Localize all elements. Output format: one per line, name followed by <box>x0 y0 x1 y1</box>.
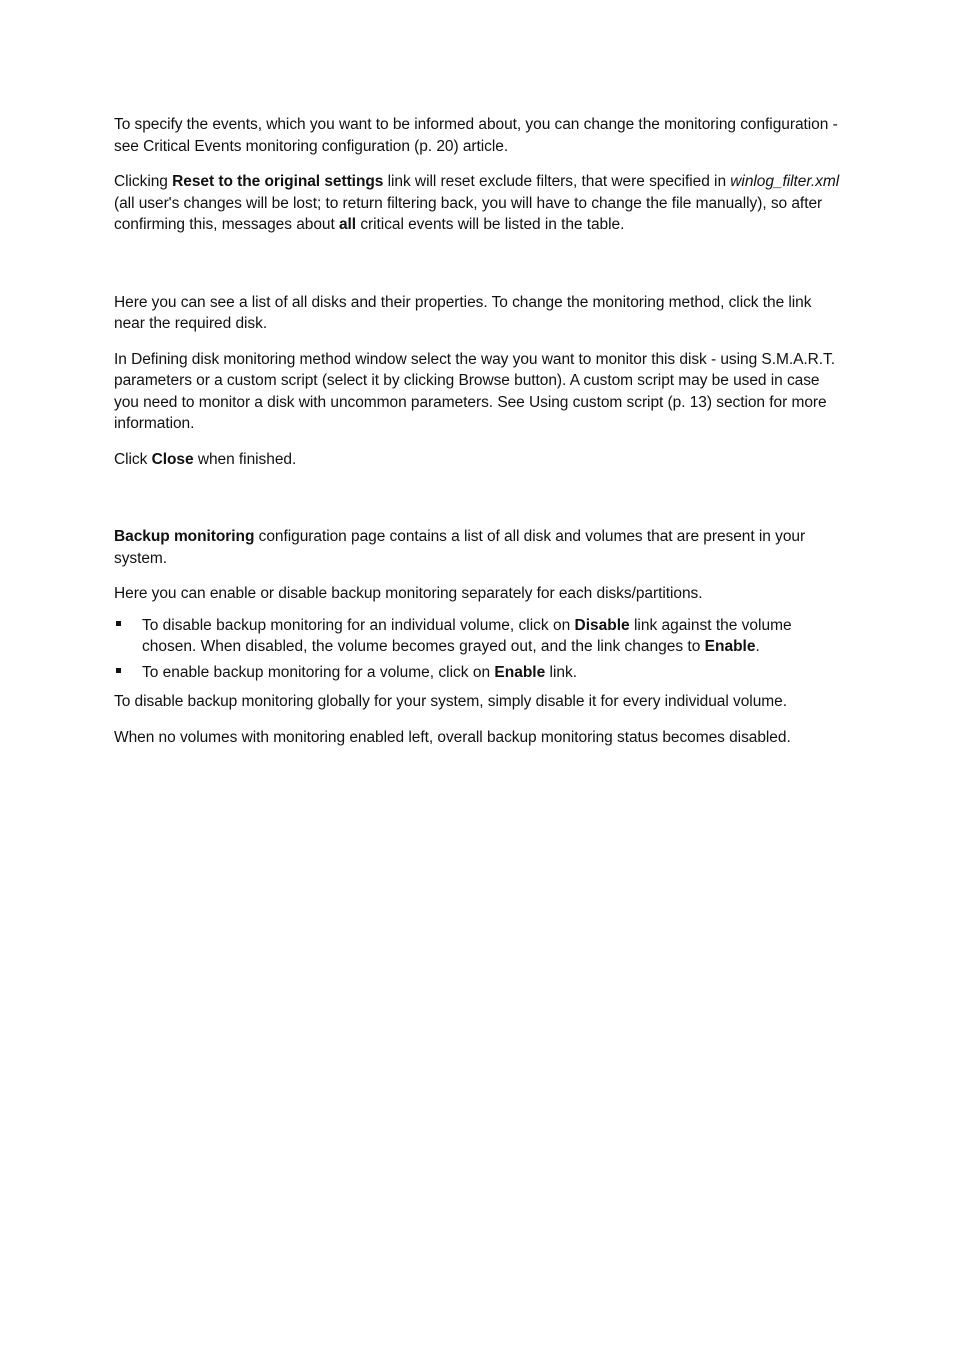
text-run: . <box>755 638 760 655</box>
bold-enable: Enable <box>704 638 756 655</box>
paragraph-reset-settings <box>114 171 840 236</box>
bold-all: all <box>338 216 357 233</box>
text-run: To enable backup monitoring for a volume, click on <box>142 663 495 681</box>
paragraph-backup-monitoring-intro <box>114 526 840 569</box>
square-bullet-icon <box>116 668 121 673</box>
text-run: link will reset exclude filters, that were specified in <box>383 173 731 190</box>
text-run: Click <box>114 450 152 468</box>
paragraph-disable-globally: To disable backup monitoring globally for your system, simply disable it for every individual volume. <box>114 693 787 710</box>
bold-backup-monitoring: Backup monitoring <box>114 528 255 545</box>
list-item-disable <box>114 615 840 658</box>
text-run: (all user's changes will be lost; to return filtering back, you will have to change the file manually), so after confirming this, messages about <box>114 194 823 233</box>
text-run: To disable backup monitoring for an individual volume, click on <box>142 616 575 634</box>
bold-disable: Disable <box>574 616 630 634</box>
bold-reset-to-original-settings: Reset to the original settings <box>172 173 384 190</box>
bold-close: Close <box>151 450 194 468</box>
paragraph-status-disabled: When no volumes with monitoring enabled left, overall backup monitoring status becomes disabled. <box>114 728 791 746</box>
text-run: link against the volume chosen. When disabled, the volume becomes grayed out, and the link changes to <box>142 616 792 655</box>
text-run: link. <box>545 663 578 681</box>
text-run: Clicking <box>114 173 173 190</box>
list-item-enable <box>114 662 840 684</box>
paragraph-disks-list: Here you can see a list of all disks and their properties. To change the monitoring method, click the link near the required disk. <box>114 293 812 332</box>
page-content <box>114 114 840 748</box>
paragraph-click-close <box>114 449 840 471</box>
bullet-list <box>114 615 840 684</box>
paragraph-disk-monitoring-method: In Defining disk monitoring method window select the way you want to monitor this disk - using S.M.A.R.T. parameters or a custom script (select it by clicking Browse button). A custom script may be used in case you need to monitor a disk with uncommon parameters. See Using custom script (p. 13) section for more information. <box>114 350 835 432</box>
paragraph-events-intro: To specify the events, which you want to be informed about, you can change the monitoring configuration - see Critical Events monitoring configuration (p. 20) article. <box>114 116 838 155</box>
paragraph-enable-disable: Here you can enable or disable backup monitoring separately for each disks/partitions. <box>114 585 703 602</box>
text-run: when finished. <box>193 450 297 468</box>
square-bullet-icon <box>116 621 121 626</box>
bold-enable: Enable <box>494 663 546 681</box>
italic-winlog-filter-file: winlog_filter.xml <box>730 173 840 190</box>
text-run: configuration page contains a list of all disk and volumes that are present in your system. <box>114 528 806 567</box>
text-run: critical events will be listed in the table. <box>356 216 625 233</box>
